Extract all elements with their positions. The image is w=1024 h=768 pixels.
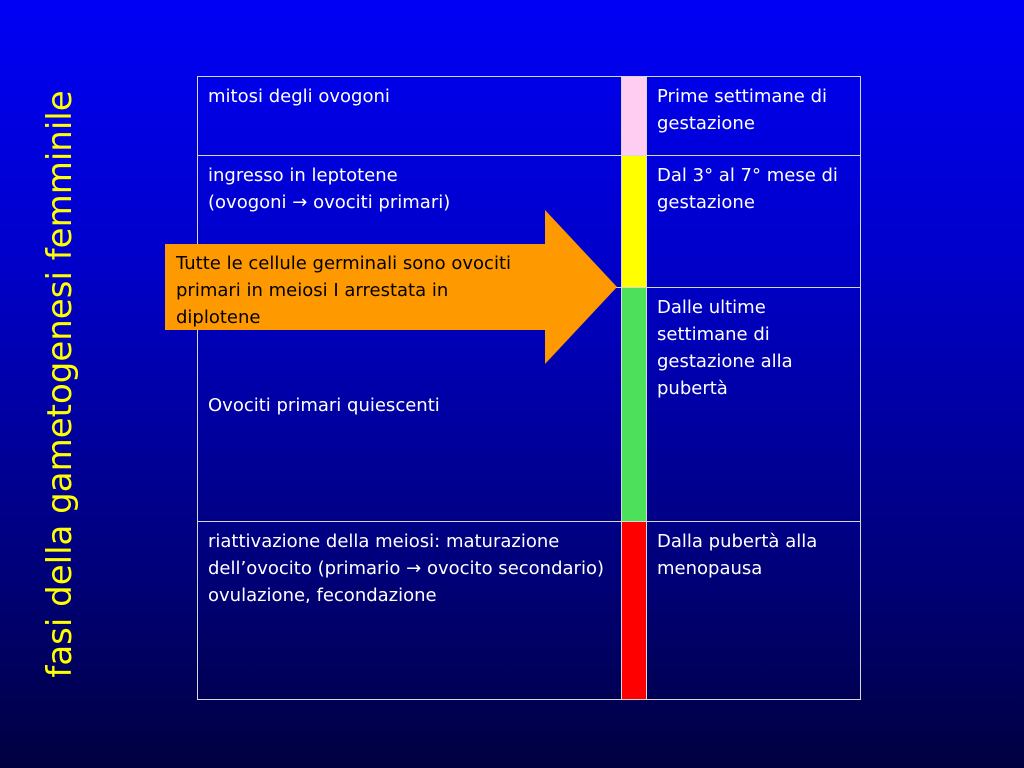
phase-description-cell bbox=[198, 77, 622, 156]
phase-period: Dalla pubertà alla menopausa bbox=[647, 522, 861, 700]
table-row bbox=[198, 77, 861, 156]
phase-table bbox=[197, 76, 861, 700]
phase-color-marker bbox=[622, 288, 647, 522]
slide-title: fasi della gametogenesi femminile bbox=[40, 90, 80, 678]
phase-description: mitosi degli ovogoni bbox=[208, 86, 390, 107]
callout-text: Tutte le cellule germinali sono ovociti primari in meiosi I arrestata in diplotene bbox=[176, 253, 512, 328]
phase-description: ingresso in leptotene bbox=[208, 165, 398, 186]
phase-period: Dalle ultime settimane di gestazione alla pubertà bbox=[647, 288, 861, 522]
phase-color-marker bbox=[622, 77, 647, 156]
callout-arrow bbox=[165, 210, 617, 364]
phase-description: riattivazione della meiosi: maturazione dell’ovocito (primario → ovocito secondario) ovulazione, fecondazione bbox=[208, 531, 604, 606]
phase-color-marker bbox=[622, 522, 647, 700]
phase-description: Ovociti primari quiescenti bbox=[208, 395, 440, 416]
phase-period: Dal 3° al 7° mese di gestazione bbox=[647, 156, 861, 288]
table-row bbox=[198, 522, 861, 700]
phase-description-detail: (ovogoni → ovociti primari) bbox=[208, 192, 451, 213]
phase-color-marker bbox=[622, 156, 647, 288]
phase-period: Prime settimane di gestazione bbox=[647, 77, 861, 156]
phase-description-cell bbox=[198, 522, 622, 700]
